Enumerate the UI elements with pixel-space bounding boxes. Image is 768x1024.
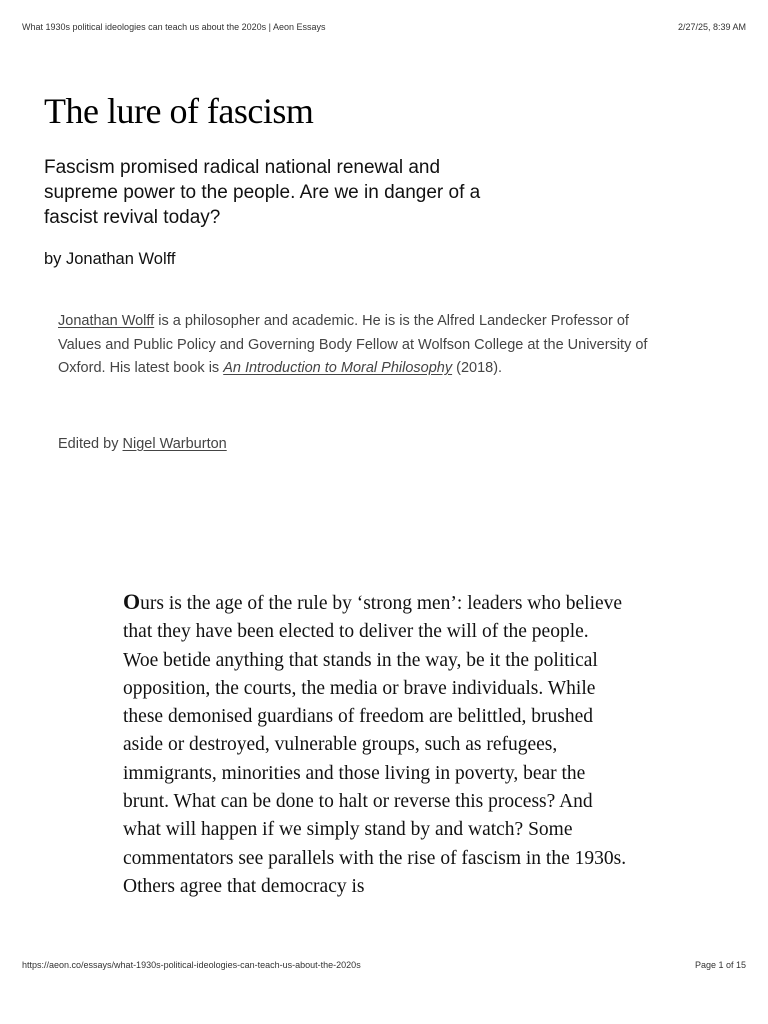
article-subtitle: Fascism promised radical national renewal and supreme power to the people. Are we in danger of a fascist revival today? xyxy=(44,157,481,228)
book-link[interactable] xyxy=(223,360,452,376)
print-footer xyxy=(22,960,746,970)
author-bio xyxy=(58,310,658,381)
print-url: https://aeon.co/essays/what-1930s-political-ideologies-can-teach-us-about-the-2020s xyxy=(22,960,361,970)
print-datetime: 2/27/25, 8:39 AM xyxy=(677,22,746,32)
author-link[interactable]: Jonathan Wolff xyxy=(58,313,155,329)
article-title: The lure of fascism xyxy=(44,91,314,131)
print-header xyxy=(22,22,746,32)
book-title: An Introduction to Moral Philosophy xyxy=(223,360,453,376)
article-body-text: urs is the age of the rule by ‘strong men’: leaders who believe that they have been elected to deliver the will of the people. Woe betide anything that stands in the way, be it the political opposition, the courts, the media or brave individuals. While these demonised guardians of freedom are belittled, brushed aside or destroyed, vulnerable groups, such as refugees, immigrants, minorities and those living in poverty, bear the brunt. What can be done to halt or reverse this process? And what will happen if we simply stand by and watch? Some commentators see parallels with the rise of fascism in the 1930s. Others agree that democracy is xyxy=(123,593,627,897)
article-byline: by Jonathan Wolff xyxy=(44,250,176,268)
author-bio-text-1: is a philosopher and academic. He is is the Alfred Landecker Professor of Values and Public Policy and Governing Body Fellow at Wolfson College at the University of Oxford. His latest book is xyxy=(58,313,648,376)
edited-by xyxy=(58,436,227,452)
print-doc-title: What 1930s political ideologies can teach us about the 2020s | Aeon Essays xyxy=(22,22,326,32)
print-page-number: Page 1 of 15 xyxy=(694,960,746,970)
editor-link[interactable]: Nigel Warburton xyxy=(122,436,227,452)
drop-cap: O xyxy=(123,589,141,614)
edited-by-label: Edited by xyxy=(58,436,123,452)
article-body xyxy=(123,588,628,901)
author-bio-text-2: (2018). xyxy=(452,360,503,376)
